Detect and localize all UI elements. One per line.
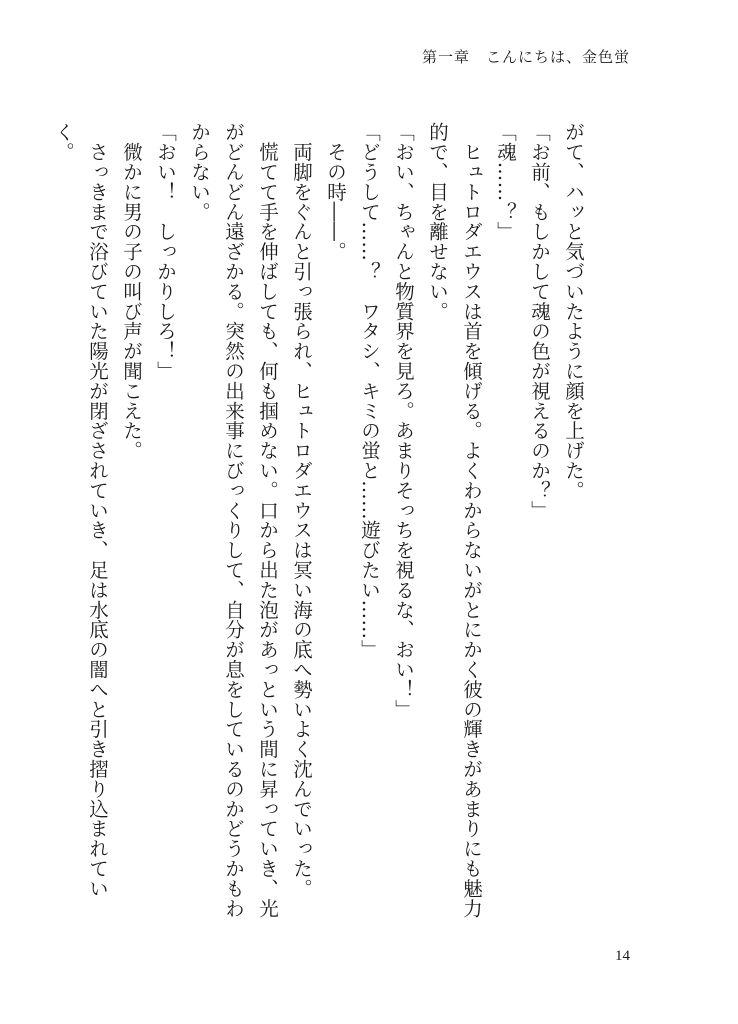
text-line: 「お前、もしかして魂の色が視えるのか？」 — [528, 122, 551, 520]
text-line: その時――。 — [324, 122, 347, 262]
text-line: がて、ハッと気づいたように顔を上げた。 — [562, 122, 585, 501]
vertical-body-text — [52, 122, 590, 932]
text-line: がどんどん遠ざかる。突然の出来事にびっくりして、自分が息をしているのかどうかもわ — [222, 122, 245, 918]
text-line: 的で、目を離せない。 — [426, 122, 449, 321]
text-line: 「どうして……？ ワタシ、キミの蛍と……遊びたい……」 — [358, 122, 381, 660]
text-line: 慌てて手を伸ばしても、何も掴めない。口から出た泡があっという間に昇っていき、光 — [256, 122, 279, 918]
text-line: 微かに男の子の叫び声が聞こえた。 — [120, 122, 143, 461]
text-line: 「おい！ しっかりしろ！」 — [154, 122, 177, 381]
text-line: 「おい、ちゃんと物質界を見ろ。あまりそっちを視るな、おい！」 — [392, 122, 415, 719]
text-line: ヒュトロダエウスは首を傾げる。よくわからないがとにかく彼の輝きがあまりにも魅力 — [460, 122, 483, 918]
page-number: 14 — [615, 948, 630, 964]
text-line: 「魂……？」 — [494, 122, 517, 242]
running-header: 第一章 こんにちは、金色蛍 — [421, 48, 630, 66]
text-line: 両脚をぐんと引っ張られ、ヒュトロダエウスは冥い海の底へ勢いよく沈んでいった。 — [290, 122, 313, 899]
text-line: さっきまで浴びていた陽光が閉ざされていき、足は水底の闇へと引き摺り込まれていく。 — [52, 122, 109, 899]
text-line: からない。 — [188, 122, 211, 222]
